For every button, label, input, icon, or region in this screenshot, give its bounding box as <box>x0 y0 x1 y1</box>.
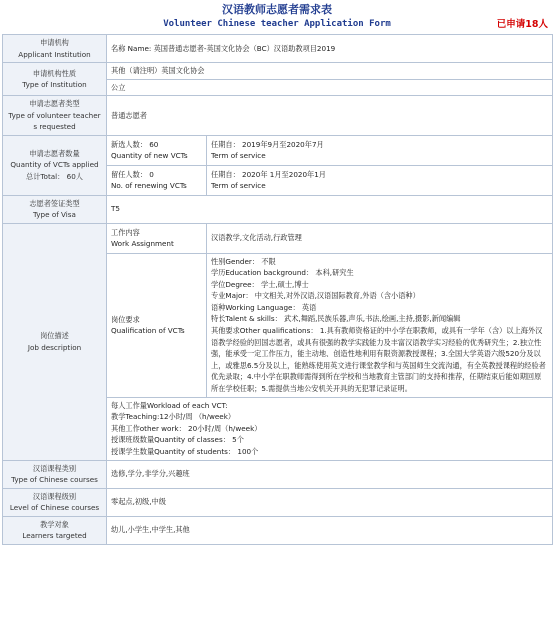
label-cn: 汉语课程级别 <box>32 491 77 501</box>
cell-renew-vcts <box>107 165 207 195</box>
row-learners <box>3 516 553 544</box>
form-title-cn: 汉语教师志愿者需求表 <box>222 3 332 16</box>
label-total: 总计Total： 60人 <box>26 171 83 181</box>
row-institution-type-1 <box>3 63 553 80</box>
value-course-type: 选修,学分,非学分,兴趣班 <box>107 460 553 488</box>
label-en: Job description <box>27 342 82 352</box>
label-en: Type of Institution <box>22 80 87 89</box>
qualification-line: 语种Working Language： 英语 <box>211 302 317 312</box>
value-workload <box>107 397 553 460</box>
label-en: Type of Chinese courses <box>11 475 98 485</box>
label-applicant-institution <box>3 35 107 63</box>
label-cn: 申请志愿者类型 <box>29 99 80 108</box>
label-cn: 申请志愿者数量 <box>29 148 80 158</box>
value-institution-type-other: 其他（请注明）英国文化协会 <box>107 63 553 80</box>
work-label-cn: 工作内容 <box>111 227 140 237</box>
label-qualification <box>107 253 207 397</box>
label-cn: 申请机构性质 <box>32 68 77 78</box>
value-learners: 幼儿,小学生,中学生,其他 <box>107 516 553 544</box>
workload-line: 每人工作量Workload of each VCT: <box>111 400 228 410</box>
workload-line: 授课班级数量Quantity of classes： 5个 <box>111 435 244 445</box>
label-course-type <box>3 460 107 488</box>
workload-line: 其他工作other work： 20小时/周（h/week） <box>111 423 262 433</box>
label-quantity <box>3 135 107 195</box>
new-vcts-label-en: Quantity of new VCTs <box>111 151 188 160</box>
row-visa <box>3 195 553 223</box>
label-en: Type of volunteer teachers requested <box>8 110 101 131</box>
qual-label-en: Qualification of VCTs <box>111 326 185 336</box>
qualification-line: 专业Major： 中文相关,对外汉语,汉语国际教育,外语（含小语种） <box>211 291 420 301</box>
label-cn: 教学对象 <box>40 519 69 529</box>
label-volunteer-type <box>3 96 107 136</box>
label-cn: 志愿者签证类型 <box>29 198 80 208</box>
value-work-assignment: 汉语教学,文化活动,行政管理 <box>207 223 553 253</box>
label-en: Type of Visa <box>33 210 76 219</box>
value-applicant-institution: 名称 Name: 英国普通志愿者-英国文化协会（BC）汉语助教项目2019 <box>107 35 553 63</box>
form-title-en: Volunteer Chinese teacher Application Form <box>163 19 391 29</box>
label-en: Learners targeted <box>22 531 87 541</box>
new-term-label-en: Term of service <box>211 151 266 160</box>
label-course-level <box>3 488 107 516</box>
label-en: Quantity of VCTs applied <box>10 160 99 170</box>
value-visa: T5 <box>107 195 553 223</box>
row-course-type <box>3 460 553 488</box>
new-vcts-count: 新选人数： 60 <box>111 139 159 149</box>
new-term-value: 任期自： 2019年9月至2020年7月 <box>211 139 324 149</box>
application-form-table <box>2 34 553 545</box>
row-quantity-new <box>3 135 553 165</box>
qualification-line: 特长Talent & skills： 武术,舞蹈,民族乐器,声乐,书法,绘画,主持,摄影,新闻编辑 <box>211 314 461 324</box>
cell-new-vcts <box>107 135 207 165</box>
label-cn: 岗位描述 <box>40 331 69 341</box>
renew-term-value: 任期自： 2020年 1月至2020年1月 <box>211 169 326 179</box>
cell-renew-term <box>207 165 553 195</box>
label-job-description <box>3 223 107 460</box>
row-job-work <box>3 223 553 253</box>
qualification-line: 性别Gender： 不限 <box>211 256 276 266</box>
qualification-line: 学位Degree： 学士,硕士,博士 <box>211 279 309 289</box>
label-work-assignment <box>107 223 207 253</box>
workload-line: 教学Teaching:12小时/周 （h/week） <box>111 412 236 422</box>
renew-vcts-count: 留任人数： 0 <box>111 169 154 179</box>
value-volunteer-type: 普通志愿者 <box>107 96 553 136</box>
label-en: Level of Chinese courses <box>9 503 100 513</box>
applied-count-badge: 已申请18人 <box>496 19 548 30</box>
value-institution-type-public: 公立 <box>107 79 553 96</box>
qualification-line: 学历Education background： 本科,研究生 <box>211 268 354 278</box>
row-course-level <box>3 488 553 516</box>
label-cn: 申请机构 <box>40 38 69 47</box>
renew-vcts-label-en: No. of renewing VCTs <box>111 181 187 190</box>
qualification-other: 其他要求Other qualifications： 1.具有教师资格证的中小学在职教师，或具有一学年（含）以上海外汉语教学经验的回国志愿者，或具有很强的教学实践能力及丰富汉语教学实习经验的优秀研究生；2.独立性强，能承受一定工作压力，能主动地、创造性地利用有限资源教授课程；3.全国大学英语六级520分及以上，或雅思6.5分及以上，能熟练使用英文进行课堂教学和与英国师生交流沟通，有全英教授课程的经验者优先录取；4.中小学在职教师需得到所在学校和当地教育主管部门的支持和推荐，任期结束后能如期回原所在学校任职；5.需提供当地公安机关开具的无犯罪记录证明。 <box>211 326 546 394</box>
form-header <box>0 0 554 34</box>
qual-label-cn: 岗位要求 <box>111 314 140 324</box>
row-volunteer-type <box>3 96 553 136</box>
label-visa <box>3 195 107 223</box>
label-institution-type <box>3 63 107 96</box>
row-applicant-institution <box>3 35 553 63</box>
workload-line: 授课学生数量Quantity of students： 100个 <box>111 447 259 456</box>
value-qualification <box>207 253 553 397</box>
value-course-level: 零起点,初级,中级 <box>107 488 553 516</box>
renew-term-label-en: Term of service <box>211 181 266 190</box>
work-label-en: Work Assignment <box>111 239 174 248</box>
cell-new-term <box>207 135 553 165</box>
label-learners <box>3 516 107 544</box>
label-en: Applicant Institution <box>18 49 91 59</box>
label-cn: 汉语课程类别 <box>32 463 77 473</box>
